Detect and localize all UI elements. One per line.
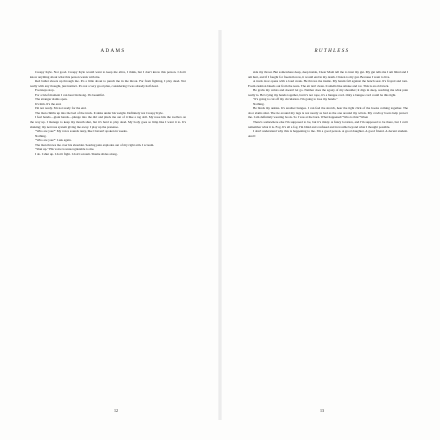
- paragraph: The man climbs up into the bed of the truck. It sinks under his weight. Definitely not Creepy Kyle.: [35, 110, 164, 115]
- paragraph: Creepy Kyle. Not good. Creepy Kyle would want to keep me alive, I think, but I don't know this person. I don't know anything about what this person wants with me.: [30, 70, 186, 79]
- paragraph: A truck door opens with a loud creak. He throws me inside. My hands fall against the bench seat. It's frayed and torn. Foam cushion bleeds out from the tears. The air isn't clean. It smells like smoke and rot. This is an old truck.: [248, 79, 408, 88]
- right-page-number: 13: [320, 408, 324, 413]
- right-running-head: RUTHLESS: [314, 49, 350, 54]
- paragraph: I don't understand why this is happening to me. I'm a good person. A good daughter. A good friend. A decent student. And I: [248, 129, 408, 138]
- left-running-head: ADAMS: [100, 49, 126, 54]
- paragraph: Footsteps stop.: [35, 88, 55, 93]
- paragraph: The stranger slams open.: [35, 97, 68, 102]
- right-page: [224, 0, 440, 440]
- paragraph: He binds my ankles. It's another bungee. I can feel the stretch, hear the tight click of the hooks coming together. The door slams shut. The tie around my legs is not nearly as bad as the one around my wrists. My cowboy boots help protect me. I am definitely wearing boots. So I was at the barn. What happened? Who is this? When: [248, 106, 408, 120]
- paragraph: I'm not ready. I'm not ready for the end.: [35, 106, 87, 111]
- paragraph: Red bullet shoots up through me. It's a little about to punch me in the throat. Far from fighting, I play dead. Not really with any thought, just instinct. It's not a very good plan, considering I was already half dead.: [30, 79, 186, 88]
- paragraph: The man throws me over his shoulder. Searing pain explodes out of my right arm. I scream.: [35, 142, 155, 147]
- paragraph: "Who are you?" I ask again.: [35, 138, 72, 143]
- right-page-body: [248, 70, 408, 138]
- left-page: [0, 0, 216, 440]
- left-page-body: [30, 70, 186, 156]
- paragraph: "Who are you?" My voice sounds rusty, like I haven't spoken in weeks.: [35, 129, 128, 134]
- paragraph: I do. I shut up. I don't fight. I don't scream. Shame slides along-: [35, 151, 118, 156]
- paragraph: For a brief moment I can hear birdsong. It's beautiful.: [35, 92, 105, 97]
- paragraph: side my throat. But somewhere deep, deep inside, I hear Mom tell me to trust my gut. My gut tells me I am blind and I am hurt, and if I fought for freedom now, it would end in my death. I listen to my gut. Because I want to live.: [248, 70, 408, 79]
- paragraph: It's him. It's the end.: [35, 101, 62, 106]
- paragraph: He grabs my wrists and doesn't let go. Neither does the agony of my shoulder; it digs in deep, reaching me what pain really is. He's tying my hands together, but it's not rope, it's a bungee cord. Only a bungee cord could be this tight.: [248, 88, 408, 97]
- book-gutter: [218, 30, 222, 420]
- paragraph: There's somewhere else I'm supposed to be, but it's misty. A fuzzy location, and I'm supposed to be there, but I can't remember what it is. Fog. It's all a fog. I'm blind and confused and in trouble beyond what I thought possible.: [248, 120, 408, 129]
- paragraph: Nothing.: [253, 101, 265, 106]
- paragraph: "It's going to cut off my circulation. I'm going to lose my hands.": [253, 97, 338, 102]
- paragraph: "Shut up." His voice is unrecognizable to me.: [35, 147, 95, 152]
- paragraph: Nothing.: [35, 133, 47, 138]
- left-page-number: 12: [114, 408, 118, 413]
- paragraph: I feel hands—giant hands—plunge into the dirt and pluck me out of it like a rag doll. My nose hits the toolbox on the way up. I manage to keep my mouth shut, but it's hard to play dead. My body goes so limp like I want it to. It's shaking; my nervous system giving me away. I play up the pretense.: [30, 115, 186, 129]
